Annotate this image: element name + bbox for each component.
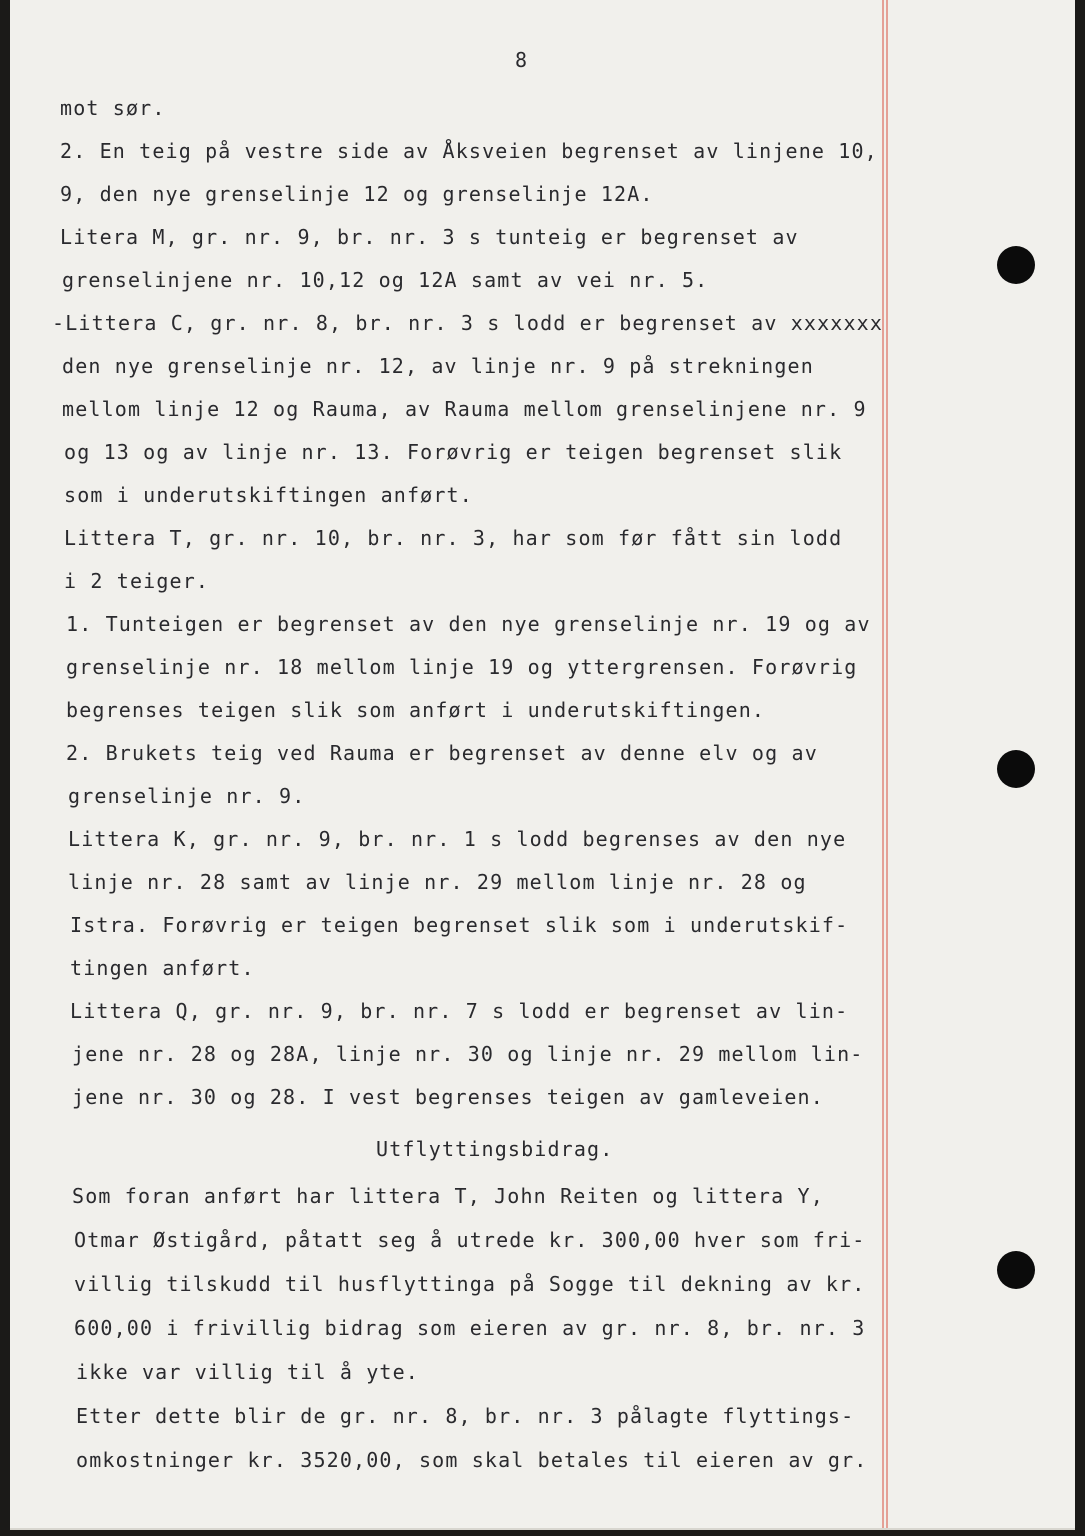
text-line: Littera Q, gr. nr. 9, br. nr. 7 s lodd er begrenset av lin- [70,999,849,1023]
text-line: Littera K, gr. nr. 9, br. nr. 1 s lodd begrenses av den nye [68,827,847,851]
text-line: Etter dette blir de gr. nr. 8, br. nr. 3 pålagte flyttings- [76,1404,855,1428]
punch-hole [997,246,1035,284]
punch-hole [997,1251,1035,1289]
text-line: begrenses teigen slik som anført i underutskiftingen. [66,698,766,722]
margin-rule [886,0,888,1528]
text-line: grenselinje nr. 9. [68,784,306,808]
text-line: Otmar Østigård, påtatt seg å utrede kr. 300,00 hver som fri- [74,1228,866,1252]
margin-rule [882,0,884,1528]
text-line: linje nr. 28 samt av linje nr. 29 mellom linje nr. 28 og [68,870,807,894]
text-line: grenselinjene nr. 10,12 og 12A samt av vei nr. 5. [62,268,709,292]
text-line: Littera T, gr. nr. 10, br. nr. 3, har som før fått sin lodd [64,526,843,550]
text-line: 2. Brukets teig ved Rauma er begrenset av denne elv og av [66,741,818,765]
text-line: ikke var villig til å yte. [76,1360,419,1384]
text-line: den nye grenselinje nr. 12, av linje nr. 9 på strekningen [62,354,814,378]
text-line: Litera M, gr. nr. 9, br. nr. 3 s tunteig er begrenset av [60,225,799,249]
text-line: 600,00 i frivillig bidrag som eieren av gr. nr. 8, br. nr. 3 [74,1316,866,1340]
text-line: jene nr. 30 og 28. I vest begrenses teigen av gamleveien. [72,1085,824,1109]
text-line: tingen anført. [70,956,255,980]
text-line: Som foran anført har littera T, John Reiten og littera Y, [72,1184,824,1208]
text-line: som i underutskiftingen anført. [64,483,473,507]
text-line: -Littera C, gr. nr. 8, br. nr. 3 s lodd er begrenset av xxxxxxx [52,311,884,335]
page-number: 8 [515,48,528,72]
text-line: og 13 og av linje nr. 13. Forøvrig er teigen begrenset slik [64,440,843,464]
section-heading: Utflyttingsbidrag. [376,1137,614,1161]
text-line: mot sør. [60,96,166,120]
text-line: 1. Tunteigen er begrenset av den nye grenselinje nr. 19 og av [66,612,871,636]
text-line: 9, den nye grenselinje 12 og grenselinje 12A. [60,182,654,206]
text-line: mellom linje 12 og Rauma, av Rauma mellom grenselinjene nr. 9 [62,397,867,421]
punch-hole [997,750,1035,788]
text-line: grenselinje nr. 18 mellom linje 19 og yttergrensen. Forøvrig [66,655,858,679]
text-line: villig tilskudd til husflyttinga på Sogge til dekning av kr. [74,1272,866,1296]
text-line: i 2 teiger. [64,569,210,593]
text-line: jene nr. 28 og 28A, linje nr. 30 og linje nr. 29 mellom lin- [72,1042,864,1066]
document-page [10,0,1075,1530]
text-line: Istra. Forøvrig er teigen begrenset slik som i underutskif- [70,913,849,937]
text-line: omkostninger kr. 3520,00, som skal betales til eieren av gr. [76,1448,868,1472]
text-line: 2. En teig på vestre side av Åksveien begrenset av linjene 10, [60,139,878,163]
